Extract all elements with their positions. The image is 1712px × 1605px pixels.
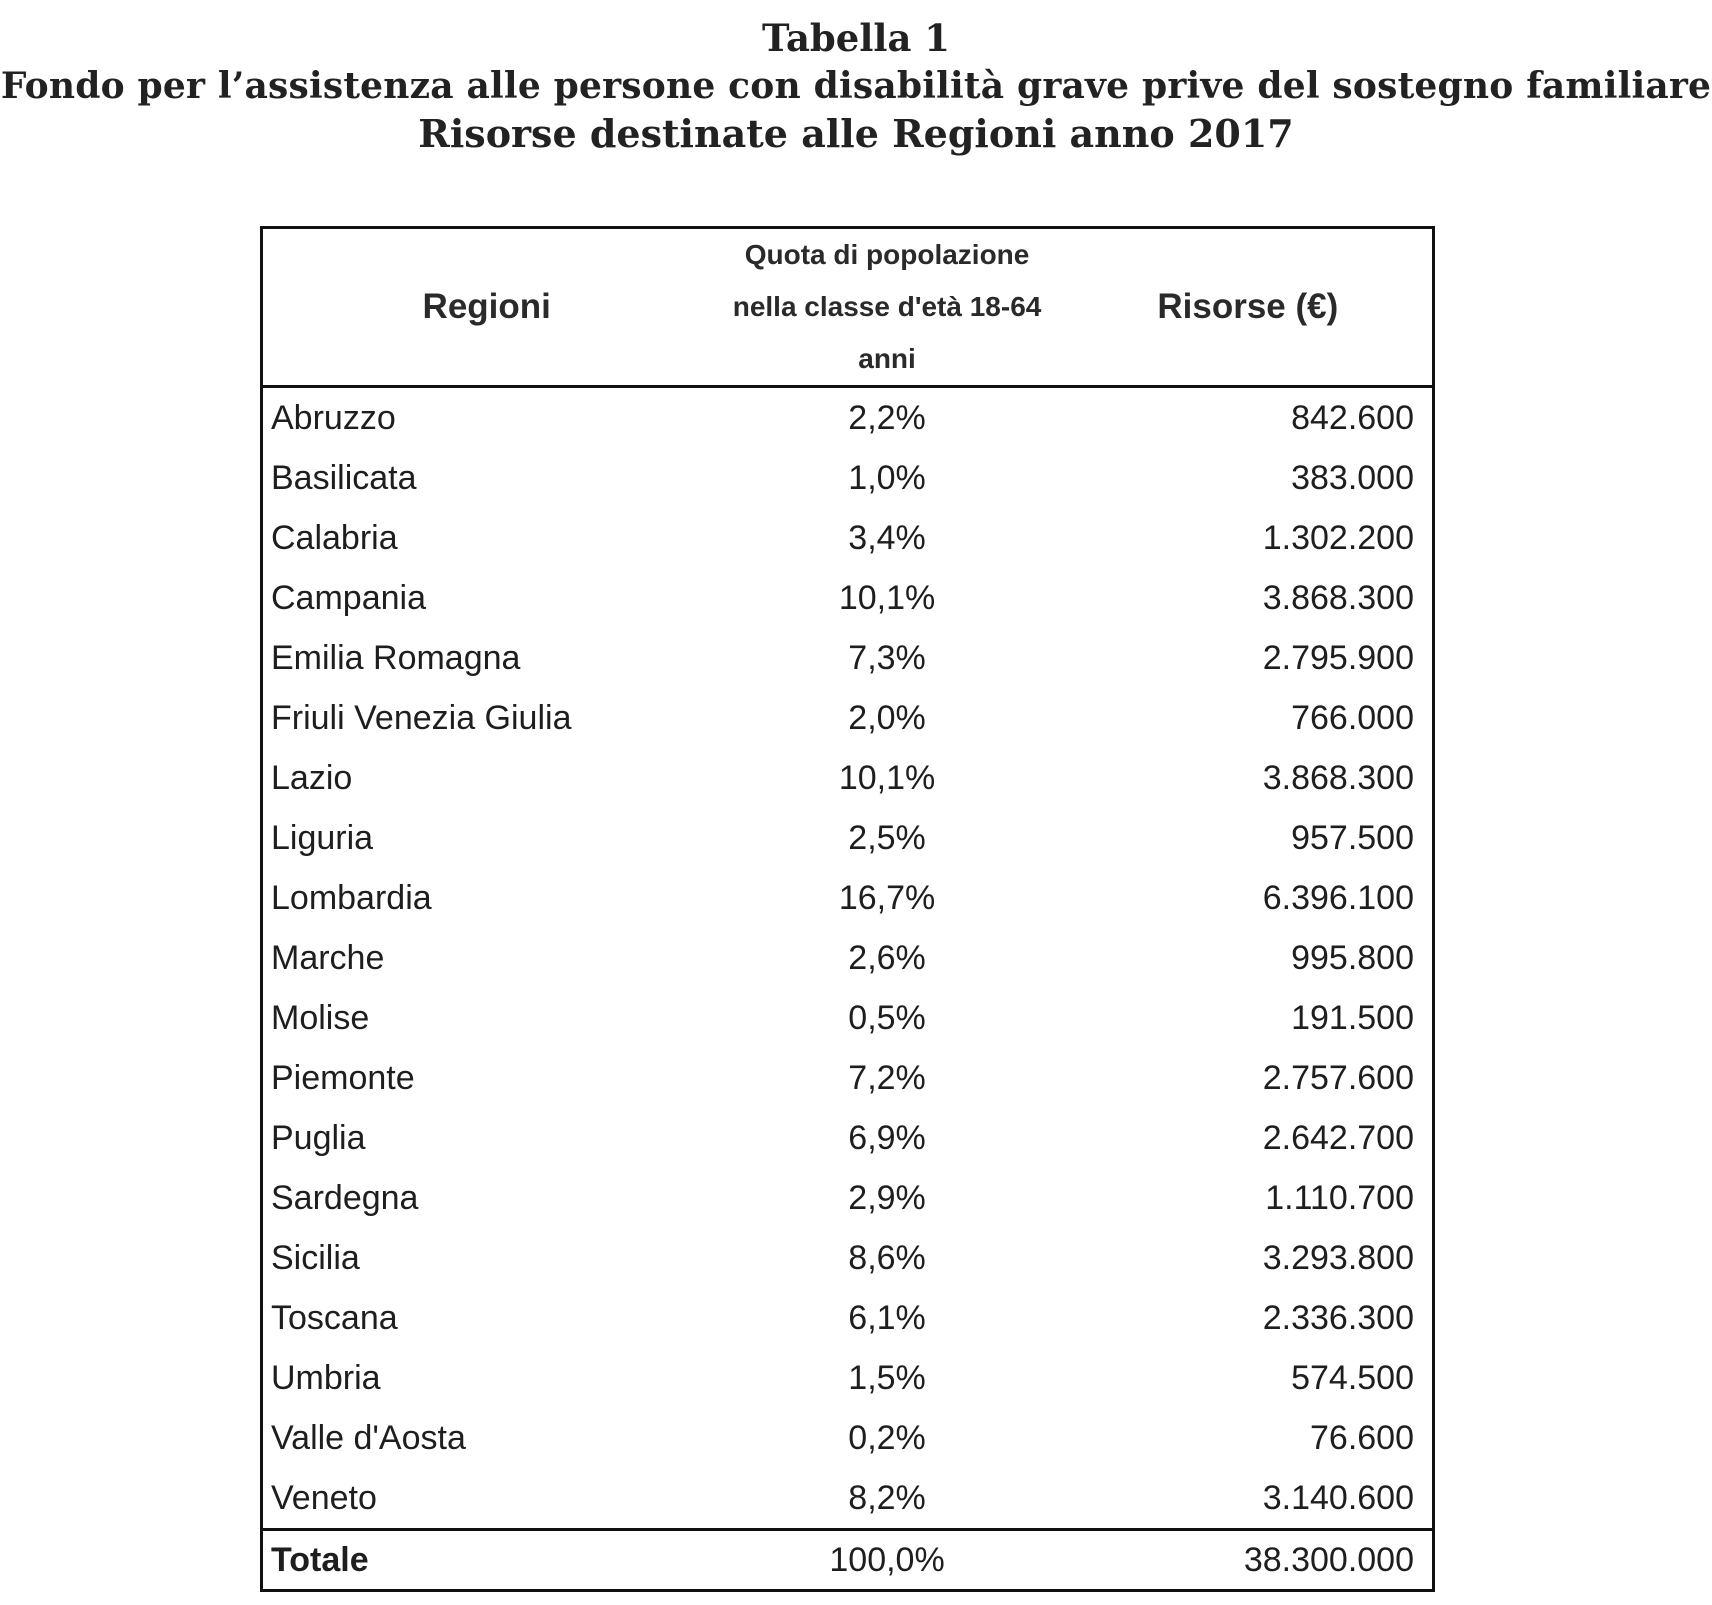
table-row xyxy=(262,868,1434,928)
risorse-cell: 842.600 xyxy=(1291,398,1414,437)
table-row xyxy=(262,1168,1434,1228)
fund-title: Fondo per l’assistenza alle persone con disabilità grave prive del sostegno familiare xyxy=(0,65,1712,107)
quota-cell: 1,5% xyxy=(848,1358,926,1397)
region-cell: Basilicata xyxy=(271,458,417,497)
region-cell: Lazio xyxy=(271,758,353,797)
table-row xyxy=(262,1288,1434,1348)
table-row xyxy=(262,688,1434,748)
region-cell: Campania xyxy=(271,578,426,617)
table-row xyxy=(262,628,1434,688)
risorse-cell: 957.500 xyxy=(1291,818,1414,857)
quota-cell: 1,0% xyxy=(848,458,926,497)
risorse-cell: 3.140.600 xyxy=(1262,1478,1414,1517)
risorse-cell: 3.293.800 xyxy=(1262,1238,1414,1277)
region-cell: Veneto xyxy=(271,1478,377,1517)
region-cell: Molise xyxy=(271,998,370,1037)
region-cell: Lombardia xyxy=(271,878,432,917)
quota-cell: 2,6% xyxy=(848,938,926,977)
resources-subtitle: Risorse destinate alle Regioni anno 2017 xyxy=(418,111,1294,156)
risorse-cell: 2.757.600 xyxy=(1262,1058,1414,1097)
quota-cell: 0,2% xyxy=(848,1418,926,1457)
header-risorse: Risorse (€) xyxy=(1064,228,1434,387)
region-cell: Abruzzo xyxy=(271,398,396,437)
quota-cell: 2,2% xyxy=(848,398,926,437)
region-cell: Puglia xyxy=(271,1118,366,1157)
region-cell: Toscana xyxy=(271,1298,398,1337)
table-row xyxy=(262,508,1434,568)
region-cell: Umbria xyxy=(271,1358,381,1397)
risorse-cell: 38.300.000 xyxy=(1064,1530,1434,1591)
resources-table-container xyxy=(260,226,1435,1592)
table-header xyxy=(262,228,1434,387)
quota-cell: 7,2% xyxy=(848,1058,926,1097)
risorse-cell: 3.868.300 xyxy=(1262,578,1414,617)
table-row xyxy=(262,1108,1434,1168)
risorse-cell: 383.000 xyxy=(1291,458,1414,497)
region-cell: Friuli Venezia Giulia xyxy=(271,698,572,737)
region-cell: Totale xyxy=(262,1530,711,1591)
header-quota: Quota di popolazione nella classe d'età 18-64 anni xyxy=(710,228,1063,387)
quota-cell: 6,1% xyxy=(848,1298,926,1337)
quota-cell: 10,1% xyxy=(838,578,936,617)
quota-cell: 7,3% xyxy=(848,638,926,677)
region-cell: Marche xyxy=(271,938,385,977)
table-number-title: Tabella 1 xyxy=(761,16,951,60)
table-row xyxy=(262,387,1434,449)
region-cell: Piemonte xyxy=(271,1058,415,1097)
risorse-cell: 1.302.200 xyxy=(1262,518,1414,557)
risorse-cell: 6.396.100 xyxy=(1262,878,1414,917)
quota-cell: 3,4% xyxy=(848,518,926,557)
risorse-cell: 3.868.300 xyxy=(1262,758,1414,797)
risorse-cell: 995.800 xyxy=(1291,938,1414,977)
total-row xyxy=(262,1530,1434,1591)
quota-cell: 0,5% xyxy=(848,998,926,1037)
table-row xyxy=(262,568,1434,628)
quota-cell: 100,0% xyxy=(710,1530,1063,1591)
region-cell: Emilia Romagna xyxy=(271,638,521,677)
table-row xyxy=(262,748,1434,808)
risorse-cell: 76.600 xyxy=(1310,1418,1414,1457)
table-row xyxy=(262,1228,1434,1288)
risorse-cell: 191.500 xyxy=(1291,998,1414,1037)
quota-cell: 6,9% xyxy=(848,1118,926,1157)
table-row xyxy=(262,928,1434,988)
risorse-cell: 2.336.300 xyxy=(1262,1298,1414,1337)
quota-cell: 8,2% xyxy=(848,1478,926,1517)
header-row xyxy=(262,228,1434,387)
region-cell: Liguria xyxy=(271,818,374,857)
risorse-cell: 1.110.700 xyxy=(1265,1178,1414,1217)
table-body xyxy=(262,387,1434,1591)
region-cell: Valle d'Aosta xyxy=(271,1418,466,1457)
table-row xyxy=(262,448,1434,508)
risorse-cell: 2.795.900 xyxy=(1262,638,1414,677)
quota-cell: 16,7% xyxy=(838,878,936,917)
quota-cell: 10,1% xyxy=(838,758,936,797)
header-regioni: Regioni xyxy=(262,228,711,387)
quota-cell: 2,0% xyxy=(848,698,926,737)
table-row xyxy=(262,1408,1434,1468)
table-row xyxy=(262,1048,1434,1108)
table-row xyxy=(262,808,1434,868)
table-row xyxy=(262,1468,1434,1530)
table-row xyxy=(262,988,1434,1048)
risorse-cell: 574.500 xyxy=(1291,1358,1414,1397)
region-cell: Sicilia xyxy=(271,1238,360,1277)
table-row xyxy=(262,1348,1434,1408)
quota-cell: 8,6% xyxy=(848,1238,926,1277)
risorse-cell: 766.000 xyxy=(1291,698,1414,737)
region-cell: Calabria xyxy=(271,518,398,557)
document-title-block xyxy=(0,14,1712,158)
risorse-cell: 2.642.700 xyxy=(1262,1118,1414,1157)
region-cell: Sardegna xyxy=(271,1178,419,1217)
resources-table xyxy=(260,226,1435,1592)
quota-cell: 2,5% xyxy=(848,818,926,857)
quota-cell: 2,9% xyxy=(848,1178,926,1217)
